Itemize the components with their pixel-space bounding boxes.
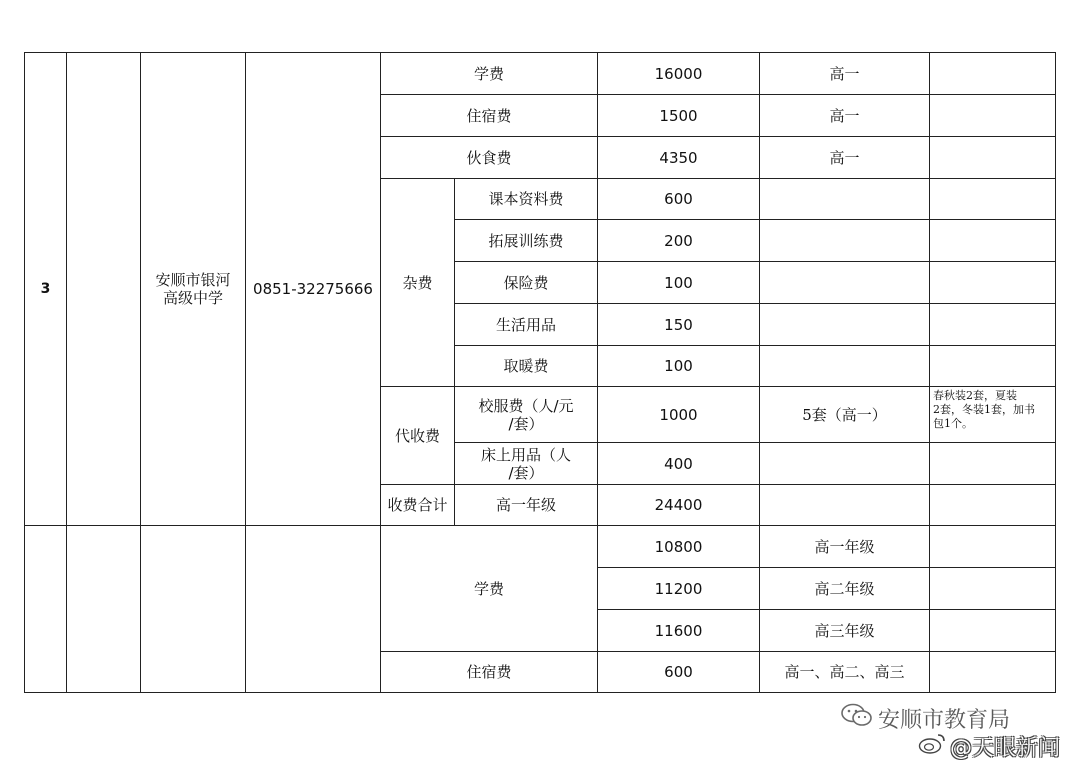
fee-note <box>930 526 1056 568</box>
fee-item-line2: /套） <box>508 414 544 433</box>
fee-grade: 5套（高一） <box>760 387 930 443</box>
fee-item <box>455 443 598 485</box>
fee-item: 课本资料费 <box>455 179 598 220</box>
fee-grade <box>760 220 930 262</box>
fee-item: 住宿费 <box>381 95 598 137</box>
fee-note <box>930 220 1056 262</box>
row-index: 3 <box>25 53 67 526</box>
fee-grade <box>760 443 930 485</box>
fee-grade <box>760 262 930 304</box>
fee-grade: 高一年级 <box>760 526 930 568</box>
note-line2: 2套，冬装1套，加书 <box>933 403 1035 416</box>
fee-item: 保险费 <box>455 262 598 304</box>
fee-item: 伙食费 <box>381 137 598 179</box>
school-name <box>141 526 246 693</box>
fee-amount: 200 <box>598 220 760 262</box>
fee-note <box>930 568 1056 610</box>
fee-amount: 600 <box>598 179 760 220</box>
fee-item: 取暖费 <box>455 346 598 387</box>
fee-amount: 4350 <box>598 137 760 179</box>
fee-item <box>455 387 598 443</box>
fee-note <box>930 304 1056 346</box>
table-row <box>25 526 1056 568</box>
fee-note <box>930 53 1056 95</box>
fee-note <box>930 610 1056 652</box>
fee-note <box>930 443 1056 485</box>
table-row <box>25 53 1056 95</box>
total-amount: 24400 <box>598 485 760 526</box>
fee-grade: 高二年级 <box>760 568 930 610</box>
fee-table <box>24 52 1056 693</box>
fee-note <box>930 485 1056 526</box>
fee-item: 生活用品 <box>455 304 598 346</box>
total-grade: 高一年级 <box>455 485 598 526</box>
fee-note <box>930 179 1056 220</box>
fee-item: 学费 <box>381 526 598 652</box>
fee-note <box>930 652 1056 693</box>
fee-grade: 高一 <box>760 53 930 95</box>
school-phone: 0851-32275666 <box>246 53 381 526</box>
fee-amount: 100 <box>598 262 760 304</box>
fee-note <box>930 95 1056 137</box>
fee-amount: 11200 <box>598 568 760 610</box>
fee-item-line2: /套） <box>508 463 544 482</box>
school-name <box>141 53 246 526</box>
school-name-line1: 安顺市银河 <box>155 271 231 289</box>
row-index <box>25 526 67 693</box>
watermark-text-2: @天眼新闻 <box>950 735 1061 761</box>
fee-grade <box>760 179 930 220</box>
fee-note <box>930 137 1056 179</box>
fee-amount: 150 <box>598 304 760 346</box>
fee-item-line1: 校服费（人/元 <box>478 396 574 415</box>
watermark-wechat <box>840 703 1010 733</box>
wechat-icon <box>840 703 874 733</box>
collected-fee-label: 代收费 <box>381 387 455 485</box>
fee-grade: 高三年级 <box>760 610 930 652</box>
watermark-text-1: 安顺市教育局 <box>878 707 1011 733</box>
fee-amount: 16000 <box>598 53 760 95</box>
fee-note <box>930 346 1056 387</box>
fee-amount: 10800 <box>598 526 760 568</box>
note-line1: 春秋装2套，夏装 <box>933 389 1017 402</box>
fee-note <box>930 387 1056 443</box>
fee-item: 住宿费 <box>381 652 598 693</box>
school-phone <box>246 526 381 693</box>
fee-grade: 高一、高二、高三 <box>760 652 930 693</box>
fee-item-line1: 床上用品（人 <box>480 445 571 464</box>
fee-grade <box>760 485 930 526</box>
fee-grade: 高一 <box>760 137 930 179</box>
school-name-line2: 高级中学 <box>162 289 223 307</box>
fee-amount: 11600 <box>598 610 760 652</box>
fee-grade <box>760 304 930 346</box>
fee-amount: 1500 <box>598 95 760 137</box>
fee-amount: 1000 <box>598 387 760 443</box>
fee-grade <box>760 346 930 387</box>
empty-cell <box>67 526 141 693</box>
watermark-weibo <box>918 732 1060 760</box>
fee-amount: 100 <box>598 346 760 387</box>
fee-note <box>930 262 1056 304</box>
fee-grade: 高一 <box>760 95 930 137</box>
note-line3: 包1个。 <box>933 417 973 430</box>
fee-amount: 600 <box>598 652 760 693</box>
empty-cell <box>67 53 141 526</box>
weibo-icon <box>918 731 946 761</box>
fee-item: 拓展训练费 <box>455 220 598 262</box>
fee-item: 学费 <box>381 53 598 95</box>
total-label: 收费合计 <box>381 485 455 526</box>
fee-amount: 400 <box>598 443 760 485</box>
misc-fee-label: 杂费 <box>381 179 455 387</box>
